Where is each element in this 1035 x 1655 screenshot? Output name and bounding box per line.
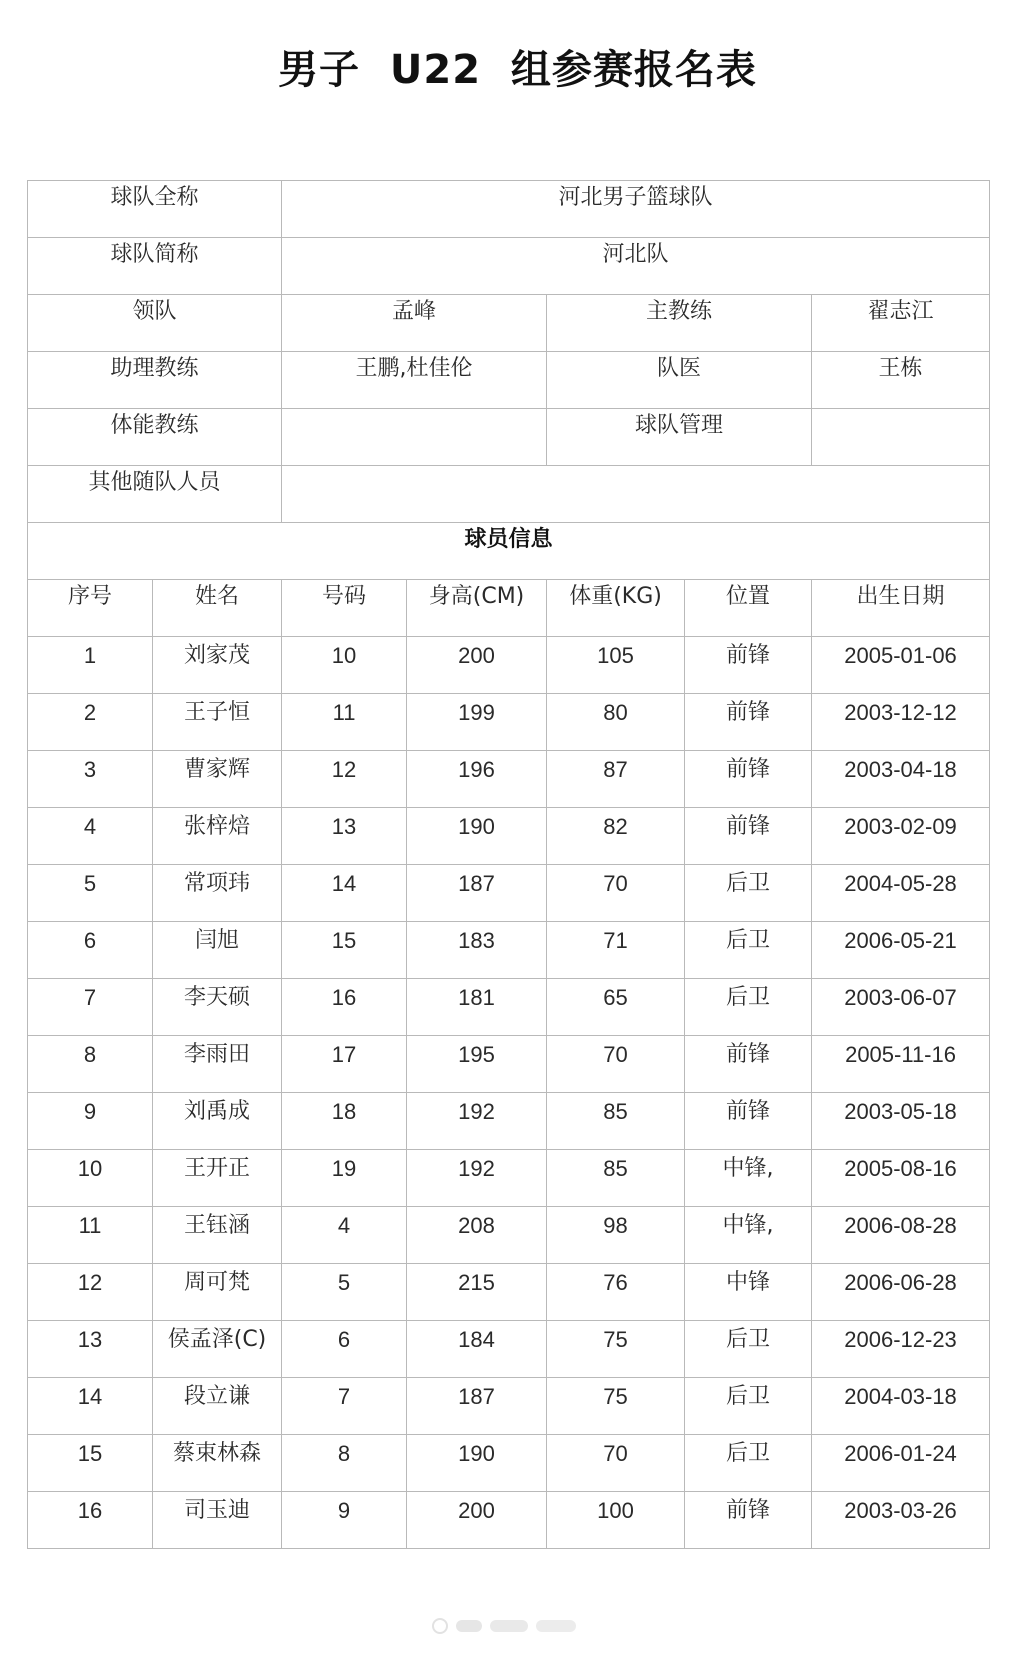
- table-row: [28, 1321, 990, 1378]
- player-position: 后卫: [685, 922, 812, 979]
- team-doctor-label: 队医: [547, 352, 812, 409]
- player-position: 后卫: [685, 1378, 812, 1435]
- fitness-coach-value: [282, 409, 547, 466]
- team-full-name-row: [28, 181, 990, 238]
- player-position: 中锋,: [685, 1207, 812, 1264]
- table-row: [28, 1207, 990, 1264]
- player-birth-date: 2005-08-16: [812, 1150, 990, 1207]
- player-index: 6: [28, 922, 153, 979]
- table-row: [28, 1435, 990, 1492]
- player-name: 刘家茂: [153, 637, 282, 694]
- assistant-coach-value: 王鹏,杜佳伦: [282, 352, 547, 409]
- leader-label: 领队: [28, 295, 282, 352]
- table-row: [28, 865, 990, 922]
- player-name: 王钰涵: [153, 1207, 282, 1264]
- player-weight: 70: [547, 1036, 685, 1093]
- player-birth-date: 2003-03-26: [812, 1492, 990, 1549]
- leader-value: 孟峰: [282, 295, 547, 352]
- player-height: 195: [407, 1036, 547, 1093]
- table-row: [28, 808, 990, 865]
- player-number: 7: [282, 1378, 407, 1435]
- player-weight: 76: [547, 1264, 685, 1321]
- table-row: [28, 751, 990, 808]
- player-height: 181: [407, 979, 547, 1036]
- player-birth-date: 2003-05-18: [812, 1093, 990, 1150]
- player-position: 后卫: [685, 979, 812, 1036]
- player-index: 3: [28, 751, 153, 808]
- table-row: [28, 694, 990, 751]
- player-index: 2: [28, 694, 153, 751]
- player-birth-date: 2006-01-24: [812, 1435, 990, 1492]
- player-birth-date: 2006-05-21: [812, 922, 990, 979]
- table-row: [28, 1150, 990, 1207]
- player-height: 200: [407, 637, 547, 694]
- player-birth-date: 2006-06-28: [812, 1264, 990, 1321]
- player-height: 215: [407, 1264, 547, 1321]
- player-number: 15: [282, 922, 407, 979]
- player-index: 7: [28, 979, 153, 1036]
- column-header: 序号: [28, 580, 153, 637]
- player-weight: 75: [547, 1378, 685, 1435]
- team-full-name-label: 球队全称: [28, 181, 282, 238]
- player-height: 187: [407, 865, 547, 922]
- player-index: 15: [28, 1435, 153, 1492]
- player-birth-date: 2005-11-16: [812, 1036, 990, 1093]
- player-weight: 98: [547, 1207, 685, 1264]
- player-index: 10: [28, 1150, 153, 1207]
- player-name: 王子恒: [153, 694, 282, 751]
- table-row: [28, 1036, 990, 1093]
- player-index: 5: [28, 865, 153, 922]
- player-birth-date: 2003-02-09: [812, 808, 990, 865]
- player-weight: 71: [547, 922, 685, 979]
- player-weight: 87: [547, 751, 685, 808]
- player-weight: 105: [547, 637, 685, 694]
- player-weight: 85: [547, 1093, 685, 1150]
- player-birth-date: 2006-12-23: [812, 1321, 990, 1378]
- other-staff-label: 其他随队人员: [28, 466, 282, 523]
- player-birth-date: 2003-12-12: [812, 694, 990, 751]
- player-height: 187: [407, 1378, 547, 1435]
- column-header: 号码: [282, 580, 407, 637]
- player-index: 4: [28, 808, 153, 865]
- player-position: 前锋: [685, 1492, 812, 1549]
- player-index: 14: [28, 1378, 153, 1435]
- player-weight: 70: [547, 865, 685, 922]
- player-position: 前锋: [685, 808, 812, 865]
- table-row: [28, 1093, 990, 1150]
- player-index: 11: [28, 1207, 153, 1264]
- player-header-row: [28, 580, 990, 637]
- player-index: 12: [28, 1264, 153, 1321]
- player-name: 李天硕: [153, 979, 282, 1036]
- column-header: 出生日期: [812, 580, 990, 637]
- player-birth-date: 2004-03-18: [812, 1378, 990, 1435]
- table-row: [28, 1264, 990, 1321]
- players-section-row: [28, 523, 990, 580]
- player-weight: 80: [547, 694, 685, 751]
- player-number: 4: [282, 1207, 407, 1264]
- player-position: 前锋: [685, 694, 812, 751]
- fitness-row: [28, 409, 990, 466]
- player-height: 208: [407, 1207, 547, 1264]
- player-height: 200: [407, 1492, 547, 1549]
- assistant-row: [28, 352, 990, 409]
- player-weight: 65: [547, 979, 685, 1036]
- player-birth-date: 2003-06-07: [812, 979, 990, 1036]
- player-weight: 75: [547, 1321, 685, 1378]
- player-birth-date: 2005-01-06: [812, 637, 990, 694]
- player-name: 段立谦: [153, 1378, 282, 1435]
- player-height: 190: [407, 1435, 547, 1492]
- team-manager-label: 球队管理: [547, 409, 812, 466]
- player-height: 184: [407, 1321, 547, 1378]
- assistant-coach-label: 助理教练: [28, 352, 282, 409]
- player-birth-date: 2003-04-18: [812, 751, 990, 808]
- player-number: 9: [282, 1492, 407, 1549]
- team-short-name-row: [28, 238, 990, 295]
- column-header: 体重(KG): [547, 580, 685, 637]
- player-weight: 70: [547, 1435, 685, 1492]
- player-number: 10: [282, 637, 407, 694]
- registration-table: [27, 180, 990, 1549]
- table-row: [28, 637, 990, 694]
- player-position: 前锋: [685, 637, 812, 694]
- player-name: 周可梵: [153, 1264, 282, 1321]
- player-name: 侯孟泽(C): [153, 1321, 282, 1378]
- team-short-name-value: 河北队: [282, 238, 990, 295]
- player-position: 后卫: [685, 865, 812, 922]
- column-header: 身高(CM): [407, 580, 547, 637]
- player-height: 192: [407, 1150, 547, 1207]
- page-title: 男子 U22 组参赛报名表: [278, 47, 757, 93]
- other-staff-value: [282, 466, 990, 523]
- player-index: 9: [28, 1093, 153, 1150]
- player-name: 张梓焙: [153, 808, 282, 865]
- player-name: 司玉迪: [153, 1492, 282, 1549]
- team-short-name-label: 球队简称: [28, 238, 282, 295]
- player-height: 190: [407, 808, 547, 865]
- team-manager-value: [812, 409, 990, 466]
- player-position: 后卫: [685, 1435, 812, 1492]
- player-number: 11: [282, 694, 407, 751]
- player-birth-date: 2004-05-28: [812, 865, 990, 922]
- player-position: 中锋,: [685, 1150, 812, 1207]
- player-name: 王开正: [153, 1150, 282, 1207]
- player-weight: 100: [547, 1492, 685, 1549]
- player-birth-date: 2006-08-28: [812, 1207, 990, 1264]
- table-row: [28, 1378, 990, 1435]
- player-number: 8: [282, 1435, 407, 1492]
- player-name: 李雨田: [153, 1036, 282, 1093]
- player-position: 前锋: [685, 1093, 812, 1150]
- player-index: 1: [28, 637, 153, 694]
- player-number: 6: [282, 1321, 407, 1378]
- column-header: 姓名: [153, 580, 282, 637]
- team-full-name-value: 河北男子篮球队: [282, 181, 990, 238]
- team-doctor-value: 王栋: [812, 352, 990, 409]
- player-number: 5: [282, 1264, 407, 1321]
- column-header: 位置: [685, 580, 812, 637]
- table-row: [28, 1492, 990, 1549]
- table-row: [28, 979, 990, 1036]
- player-name: 刘禹成: [153, 1093, 282, 1150]
- player-position: 前锋: [685, 1036, 812, 1093]
- player-position: 后卫: [685, 1321, 812, 1378]
- player-name: 常项玮: [153, 865, 282, 922]
- player-position: 中锋: [685, 1264, 812, 1321]
- player-name: 闫旭: [153, 922, 282, 979]
- head-coach-label: 主教练: [547, 295, 812, 352]
- player-position: 前锋: [685, 751, 812, 808]
- player-height: 183: [407, 922, 547, 979]
- player-name: 曹家辉: [153, 751, 282, 808]
- player-height: 196: [407, 751, 547, 808]
- player-number: 17: [282, 1036, 407, 1093]
- player-number: 14: [282, 865, 407, 922]
- watermark-logo: [430, 1612, 590, 1642]
- other-staff-row: [28, 466, 990, 523]
- player-index: 16: [28, 1492, 153, 1549]
- player-height: 192: [407, 1093, 547, 1150]
- fitness-coach-label: 体能教练: [28, 409, 282, 466]
- player-index: 13: [28, 1321, 153, 1378]
- players-section-title: 球员信息: [28, 523, 990, 580]
- player-number: 16: [282, 979, 407, 1036]
- player-name: 蔡束林森: [153, 1435, 282, 1492]
- player-weight: 85: [547, 1150, 685, 1207]
- player-number: 12: [282, 751, 407, 808]
- player-weight: 82: [547, 808, 685, 865]
- player-number: 13: [282, 808, 407, 865]
- player-height: 199: [407, 694, 547, 751]
- head-coach-value: 翟志江: [812, 295, 990, 352]
- player-number: 19: [282, 1150, 407, 1207]
- table-row: [28, 922, 990, 979]
- player-number: 18: [282, 1093, 407, 1150]
- leader-row: [28, 295, 990, 352]
- player-index: 8: [28, 1036, 153, 1093]
